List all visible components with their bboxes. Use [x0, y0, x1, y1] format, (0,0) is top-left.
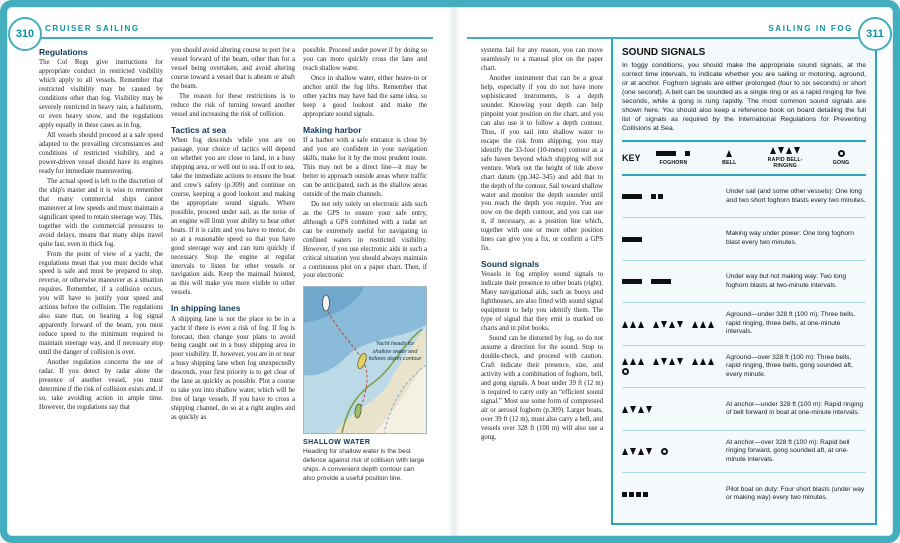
key-item-label: RAPID BELL-RINGING	[767, 156, 803, 169]
signal-description: Under sail (and some other vessels): One long and two short foghorn blasts every two minutes.	[726, 187, 866, 204]
section-heading-sound-signals: Sound signals	[481, 259, 540, 270]
bell-up-icon	[669, 358, 675, 365]
signal-row-under-sail	[622, 176, 866, 219]
bell-up-icon	[669, 321, 675, 328]
body-paragraph: The Col Regs give instructions for appropriate conduct in restricted visibility which apply to all vessels. Remember that restricted visibility may be caused by conditions other than fog. Visibility may be severely restricted in heavy rain, a hailstorm, or even heavy snow, and the regulations apply equally in these cases as in fog.	[39, 59, 163, 129]
long-blast-icon	[622, 194, 642, 199]
running-head-left: CRUISER SAILING	[45, 24, 140, 33]
box-intro-text: In foggy conditions, you should make the appropriate sound signals, at the correct time intervals, to indicate whether you are sailing or motoring, aground, or at anchor. Foghorn signals are either prolonged (four to six seconds) or short (one second). A bell can be sounded as a single ring or as a rapid ringing for five seconds, while a gong is rung rapidly. The most common sound signals are shown here. You should also keep a reference book on board detailing the full list of signals as required by the International Regulations for Preventing Collisions at Sea.	[622, 62, 866, 132]
bell-up-icon	[770, 147, 776, 154]
long-blast-icon	[656, 151, 676, 156]
signal-row-making-way	[622, 218, 866, 261]
signal-description: At anchor—under 328 ft (100 m): Rapid ringing of bell forward in boat at one-minute intervals.	[726, 400, 864, 417]
section-heading-tactics-at-sea: Tactics at sea	[171, 124, 227, 135]
bell-icon	[622, 321, 628, 328]
text-column-1	[39, 47, 163, 525]
running-head-right: SAILING IN FOG	[768, 24, 853, 33]
bell-icon	[622, 358, 628, 365]
bell-icon	[700, 358, 706, 365]
signal-row-anchor-over-328	[622, 431, 866, 474]
key-item-foghorn	[649, 150, 699, 166]
symbol-gap	[644, 281, 649, 282]
signal-row-anchor-under-328	[622, 388, 866, 431]
text-column-2	[171, 47, 295, 525]
signal-symbols	[622, 358, 722, 375]
bell-icon	[708, 321, 714, 328]
figure-annotation: Yacht heads for shallow water and follows depth contour	[368, 341, 422, 362]
signal-row-aground-under-328	[622, 303, 866, 346]
body-paragraph: The actual speed is left to the discretion of the ship's master and it is wise to remember that many commercial ships cannot maneuver at low speeds and must maintain a significant speed to retain steerage way. This, together with the commercial pressures to avoid delays, means that many ships travel quite fast, even in thick fog.	[39, 177, 163, 248]
signal-symbols	[622, 490, 722, 498]
rapid-bell-symbol	[770, 147, 800, 155]
bell-icon	[692, 358, 698, 365]
section-heading-making-harbor: Making harbor	[303, 124, 362, 135]
box-title: SOUND SIGNALS	[622, 47, 706, 58]
signal-row-aground-over-328	[622, 346, 866, 389]
body-paragraph: Once in shallow water, either heave-to or anchor until the fog lifts. Remember that other yachts may have had the same idea, so keep a good lookout and make the appropriate sound signals.	[303, 74, 427, 118]
gong-icon	[661, 448, 668, 455]
sound-signals-box	[611, 37, 877, 525]
signal-symbols	[622, 278, 722, 286]
bell-down-icon	[630, 448, 636, 455]
symbol-gap	[654, 451, 659, 452]
short-blast-icon	[651, 194, 656, 199]
signal-symbols	[622, 405, 722, 413]
ship-icon	[323, 295, 330, 311]
symbol-gap	[646, 324, 651, 325]
section-heading-regulations: Regulations	[39, 47, 88, 57]
bell-icon	[700, 321, 706, 328]
bell-icon	[726, 150, 732, 157]
signal-row-underway-not-making-way	[622, 261, 866, 304]
signal-description: Aground—over 328 ft (100 m): Three bells, rapid ringing, three bells, gong sounded aft, every minute.	[726, 353, 853, 378]
body-paragraph: you should avoid altering course to port for a vessel forward of the beam, other than for a vessel being overtaken, and avoid altering course toward a vessel that is abeam or abaft the beam.	[171, 47, 295, 90]
bell-down-icon	[646, 448, 652, 455]
bell-up-icon	[653, 358, 659, 365]
body-paragraph: If a harbor with a safe entrance is close by and you are confident in your navigation skills, make for it by the most prudent route. This may not be a direct line—it may be better to approach outside areas where traffic can be anticipated, such as the shallow areas outside of the main channels.	[303, 136, 427, 198]
symbol-gap	[685, 324, 690, 325]
body-paragraph: From the point of view of a yacht, the regulations mean that you must decide what speed is safe and must be prepared to stop, reverse, or otherwise maneuver as a situation requires. Remember, if a collision occurs, you will have to justify your speed and actions before the collision. The regulations also state that, on hearing a fog signal apparently forward of the beam, you must reduce speed to the minimum required to maintain steerage way, and if necessary stop until the danger of collision is over.	[39, 250, 163, 357]
long-blast-icon	[622, 279, 642, 284]
signal-description: Making way under power: One long foghorn blast every two minutes.	[726, 230, 854, 247]
symbol-gap	[644, 196, 649, 197]
long-blast-icon	[651, 279, 671, 284]
bell-up-icon	[653, 321, 659, 328]
signal-description: Under way but not making way: Two long foghorn blasts at two-minute intervals.	[726, 273, 847, 289]
bell-up-icon	[622, 406, 628, 413]
page-fold-shadow	[448, 7, 460, 536]
bell-down-icon	[646, 406, 652, 413]
key-item-gong	[816, 150, 866, 166]
body-paragraph: When fog descends while you are on passage, your choice of tactics will depend on whether you are close to land, in a busy shipping area, or well out to sea. If out to sea, take the immediate actions to ensure the boat and crew's safety (p.309) and continue on course, keeping a good lookout and making the appropriate sound signals. Where possible, proceed under sail, as the noise of an engine will limit your ability to hear other boats. If it is calm and you have to motor, do so at a reasonable speed so that you have good steerage way and can turn quickly if necessary. Stop the engine at regular intervals to listen for other vessels or navigation aids. Keep the mainsail hoisted, as this will make you more visible to other vessels.	[171, 136, 295, 297]
body-paragraph: systems fail for any reason, you can move seamlessly to a manual plot on the paper chart.	[481, 47, 603, 72]
signal-description: Aground—under 328 ft (100 m): Three bells, rapid ringing, three bells, at one-minute intervals.	[726, 311, 856, 336]
bell-icon	[638, 358, 644, 365]
key-item-bell	[704, 150, 754, 166]
key-item-label: FOGHORN	[659, 159, 688, 166]
header-rule-left	[39, 37, 433, 39]
bell-up-icon	[638, 406, 644, 413]
bell-down-icon	[661, 321, 667, 328]
section-heading-in-shipping-lanes: In shipping lanes	[171, 303, 241, 314]
signal-description: Pilot boat on duty: Four short blasts (under way or making way) every two minutes.	[726, 485, 865, 502]
short-blast-icon	[658, 194, 663, 199]
long-blast-icon	[622, 237, 642, 242]
page-number-left	[8, 17, 42, 51]
bell-down-icon	[794, 147, 800, 154]
gong-icon	[622, 368, 629, 375]
chart-illustration	[303, 286, 427, 434]
key-item-rapid-bell	[760, 147, 810, 169]
short-blast-icon	[643, 492, 648, 497]
gong-symbol	[838, 150, 845, 158]
signal-symbols	[622, 235, 722, 243]
short-blast-icon	[629, 492, 634, 497]
bell-icon	[630, 358, 636, 365]
bell-down-icon	[677, 321, 683, 328]
page-number-right	[858, 17, 892, 51]
body-paragraph: Another regulation concerns the use of radar. If you detect by radar alone the presence of another vessel, you must determine if the risk of collision exists and, if so, take avoiding action in ample time. However, the regulations say that	[39, 359, 163, 411]
symbol-gap	[678, 153, 683, 154]
symbol-gap	[646, 361, 651, 362]
bell-icon	[630, 321, 636, 328]
signal-key	[622, 140, 866, 176]
signal-rows	[622, 176, 866, 515]
body-paragraph: Another instrument that can be a great help, especially if you do not have more sophisticated instruments, is a depth sounder. Knowing your depth can help pinpoint your position on the chart, and you can also use it to follow a depth contour. Thus, if you sail into shallow water to escape the risk from shipping, you may identify the 33-foot (10-meter) contour as a safe haven beyond which shipping will not venture. Work out the height of tide above chart datum (pp.342–345) and add that to the depth of the contour. Sail toward shallow water and monitor the depth sounder until you reach the depth you require. You are now on the depth contour, and you can use it, if necessary, as a position line which, together with one or more other position lines can give you a fix, or confirm a GPS fix.	[481, 74, 603, 253]
key-item-label: GONG	[832, 159, 850, 166]
body-paragraph: Do not rely solely on electronic aids such as the GPS to ensure your safe entry, although a GPS combined with a radar set can be extremely useful for navigating in confined waters in restricted visibility. However, if you use electronic aids in such a critical situation you should always maintain a continuous plot on a paper chart. Then, if your electronic	[303, 200, 427, 280]
gong-icon	[838, 150, 845, 157]
bell-icon	[708, 358, 714, 365]
body-paragraph: Vessels in fog employ sound signals to indicate their presence to other boats (right). Many navigational aids, such as buoys and lighthouses, are also fitted with sound signal equipment to help you identify them. The type of signal that they emit is marked on charts and in pilot books.	[481, 271, 603, 333]
body-paragraph: Sound can be distorted by fog, so do not assume a direction for the sound. Stop to double-check, and proceed with caution. Craft indicate their presence, size, and activity with a combination of foghorn, bell, and gong signals. A boat under 39 ft (12 m) is required to carry only an “efficient sound signal.” Most use some form of compressed air or aerosol foghorn (p.309). Larger boats, over 39 ft (12 m), must also carry a bell, and vessels over 328 ft (100 m) will also use a gong.	[481, 335, 603, 441]
bell-down-icon	[661, 358, 667, 365]
body-paragraph: A shipping lane is not the place to be in a yacht if there is even a risk of fog. If fog is forecast, then change your plans to avoid being caught out in a busy shipping area in poor visibility. If, however, you are in or near a busy shipping lane when fog unexpectedly descends, your first priority is to get clear of the lane as quickly as possible. Plot a course to take you into shallow water, which will be free of large vessels. If you have to cross a shipping channel, do so at a right angles and as quickly as	[171, 315, 295, 422]
bell-up-icon	[622, 448, 628, 455]
bell-down-icon	[778, 147, 784, 154]
bell-icon	[638, 321, 644, 328]
bell-symbol	[726, 150, 732, 158]
key-label: KEY	[622, 152, 641, 163]
symbol-gap	[716, 361, 721, 362]
signal-description: At anchor—over 328 ft (100 m): Rapid bell ringing forward, gong sounded aft, at one-minute intervals.	[726, 438, 850, 463]
short-blast-icon	[685, 151, 690, 156]
body-paragraph: All vessels should proceed at a safe speed adapted to the prevailing circumstances and conditions of restricted visibility, and a power-driven vessel should have its engines ready for immediate maneuvering.	[39, 131, 163, 175]
bell-down-icon	[677, 358, 683, 365]
body-paragraph: possible. Proceed under power if by doing so you can more quickly cross the lane and reach shallow water.	[303, 47, 427, 72]
body-paragraph: The reason for these restrictions is to reduce the risk of turning toward another vessel and increasing the risk of collision.	[171, 92, 295, 118]
text-column-3	[303, 47, 427, 525]
short-blast-icon	[622, 492, 627, 497]
page-number-left-text: 310	[15, 28, 35, 40]
signal-symbols	[622, 193, 722, 201]
signal-symbols	[622, 320, 722, 328]
page-number-right-text: 311	[866, 28, 884, 40]
bell-up-icon	[638, 448, 644, 455]
signal-row-pilot-boat	[622, 473, 866, 515]
key-item-label: BELL	[722, 159, 737, 166]
figure-caption-title: SHALLOW WATER	[303, 439, 371, 447]
foghorn-symbol	[656, 150, 690, 158]
text-column-4	[481, 47, 603, 525]
bell-up-icon	[786, 147, 792, 154]
bell-down-icon	[630, 406, 636, 413]
short-blast-icon	[636, 492, 641, 497]
bell-icon	[692, 321, 698, 328]
symbol-gap	[685, 361, 690, 362]
signal-symbols	[622, 448, 722, 456]
figure-caption-text: Heading for shallow water is the best defence against risk of collision with large ships. A convenient depth contour can also provide a useful position line.	[303, 448, 425, 482]
header-rule-right	[467, 37, 869, 39]
